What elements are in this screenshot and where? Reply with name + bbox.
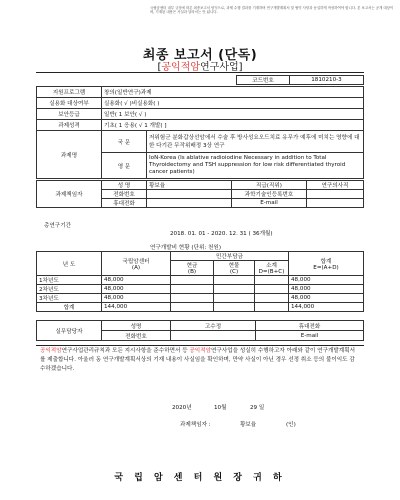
date-day: 29 일 <box>250 405 265 411</box>
position-value: 연구의사직 <box>307 181 364 190</box>
staff-name: 고수정 <box>171 321 256 331</box>
staff-table <box>36 320 364 341</box>
row-year: 합계 <box>37 303 102 312</box>
email-label: E-mail <box>232 199 307 208</box>
inkind-header: 현물 (C) <box>214 261 255 276</box>
phone-label: 전화번호 <box>102 190 147 199</box>
task-label: 과제명 <box>37 131 102 179</box>
row-gov: 144,000 <box>102 303 171 312</box>
info-table <box>36 86 364 131</box>
code-table <box>236 75 364 85</box>
task-table <box>36 130 364 179</box>
en-label: 영 문 <box>102 153 147 179</box>
pi-label: 과제책임자 <box>37 181 102 208</box>
kr-title: 저위험군 분화갑상선암에서 수술 후 방사성요오드치료 유무가 예후에 미치는 영향에 대한 다기관 무작위배정 3상 연구 <box>147 131 364 153</box>
row-gov: 48,000 <box>102 294 171 303</box>
row-year: 1차년도 <box>37 276 102 285</box>
footer-recipient: 국 립 암 센 터 원 장 귀 하 <box>114 473 286 483</box>
year-header: 년 도 <box>37 252 102 276</box>
row-total: 48,000 <box>289 294 364 303</box>
budget-caption: 연구개발비 현황 (단위: 천원) <box>150 245 222 251</box>
statement: 공익적암연구사업관리규칙과 모든 지시사항을 준수하면서 등 공익적암연구사업을 성실히 수행하고자 아래와 같이 연구개발계획서를 제출합니다. 아울러 동 연구개발계획서상의 기재 내용이 사실임을 확인하며, 만약 사실이 아닌 경우 선정 취소 등의 불이익도 감수하겠습니다. <box>40 348 356 372</box>
table-row <box>37 285 364 294</box>
gov-header: 국립암센터 (A) <box>102 252 171 276</box>
pi-table <box>36 180 364 208</box>
row-gov: 48,000 <box>102 276 171 285</box>
subtotal-header: 소계 D=(B+C) <box>255 261 289 276</box>
staff-name-label: 성명 <box>102 321 171 331</box>
exp-value: 실용화( √ )비실용화( ) <box>102 98 364 109</box>
mid-rule <box>36 345 364 346</box>
program-label: 지원프로그램 <box>37 87 102 98</box>
row-total: 48,000 <box>289 285 364 294</box>
cash-header: 현금 (B) <box>171 261 214 276</box>
staff-phone-label: 전화번호 <box>102 331 171 341</box>
row-total: 48,000 <box>289 276 364 285</box>
period-label: 총연구기간 <box>44 223 72 229</box>
row-year: 3차년도 <box>37 294 102 303</box>
total-header: 합계 E=(A+D) <box>289 252 364 276</box>
header-note: 국립암센터 내부 규정에 따른 최종보고서 양식으로, 과제 수행 결과를 기재하며 연구개발계획서 및 협약 사항과 동일하게 작성하여야 합니다. 본 보고서는 공개 대상이며, 기재된 내용은 사실과 달라서는 안 됩니다. <box>150 6 394 15</box>
exp-label: 실용화 대상여부 <box>37 98 102 109</box>
sign-name: 황보율 <box>240 422 257 428</box>
budget-table <box>36 251 364 312</box>
security-value: 일반( 1 보안( √ ) <box>102 109 364 120</box>
period-value: 2018. 01. 01 - 2020. 12. 31 ( 36개월) <box>170 231 273 237</box>
dept-value: 과학기술인등록번호 <box>232 190 307 199</box>
name-label: 성 명 <box>102 181 147 190</box>
sign-label: 과제책임자 : <box>180 422 211 428</box>
program-value: 창의(일반연구)과제 <box>102 87 364 98</box>
row-total: 144,000 <box>289 303 364 312</box>
kr-label: 국 문 <box>102 131 147 153</box>
staff-email-label: E-mail <box>256 331 364 341</box>
position-label: 직급(직위) <box>232 181 307 190</box>
mobile-label: 휴대전화 <box>102 199 147 208</box>
date-year: 2020년 <box>172 405 192 411</box>
table-row <box>37 276 364 285</box>
code-value: 1810210-3 <box>290 76 364 85</box>
security-label: 보안등급 <box>37 109 102 120</box>
page-subtitle: [공익적암연구사업] <box>157 62 243 73</box>
nature-label: 과제성격 <box>37 120 102 131</box>
date-month: 10월 <box>214 405 227 411</box>
staff-label: 실무담당자 <box>37 321 102 341</box>
private-header: 민간부담금 <box>171 252 289 261</box>
code-label: 코드번호 <box>237 76 290 85</box>
en-title: IoN-Korea (Is ablative radioiodine Necessary in addition to Total Thyroidectomy and TSH suppression for low risk differentiated thyroid cancer patients) <box>147 153 364 179</box>
top-rule <box>36 72 364 73</box>
staff-mobile-label: 휴대전화 <box>256 321 364 331</box>
pi-name: 황보율 <box>147 181 232 190</box>
table-row <box>37 303 364 312</box>
nature-value: 기초( 1 응용( √ 1 개발( ] <box>102 120 364 131</box>
row-year: 2차년도 <box>37 285 102 294</box>
page-title: 최종 보고서 (단독) <box>142 48 258 63</box>
sign-seal: (인) <box>286 422 296 428</box>
table-row <box>37 294 364 303</box>
row-gov: 48,000 <box>102 285 171 294</box>
